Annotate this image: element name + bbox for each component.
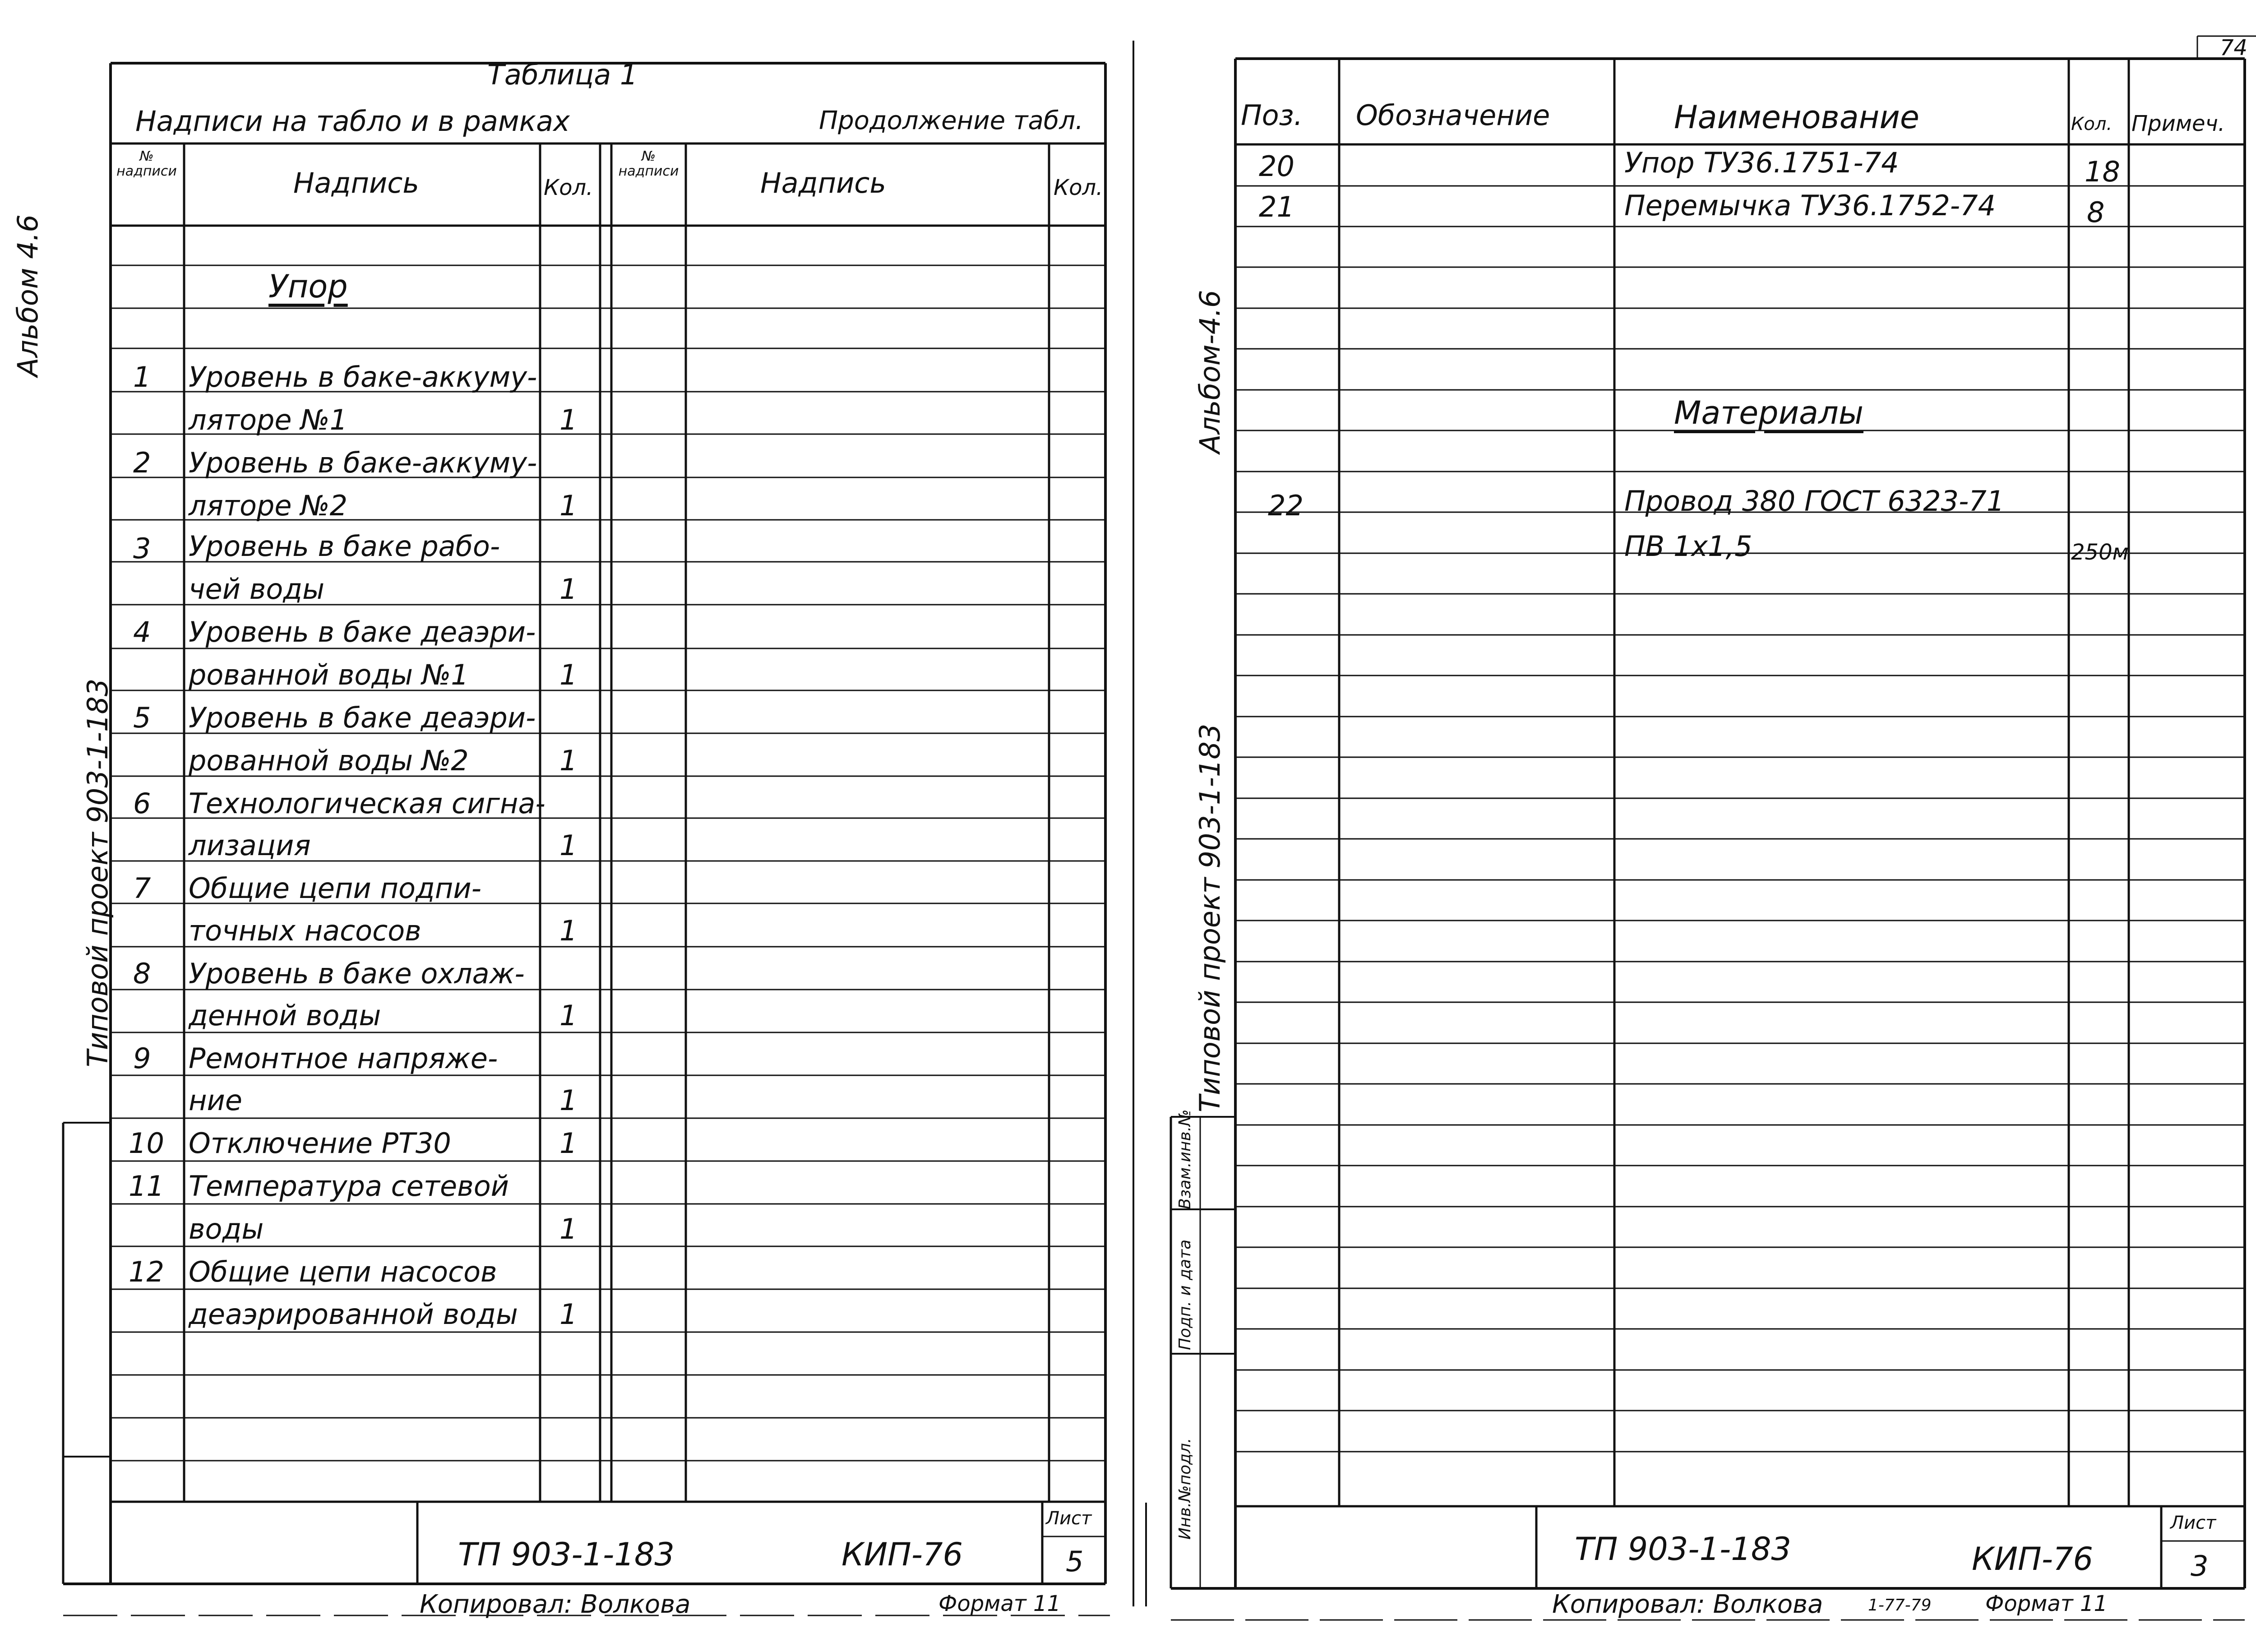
row-line1: Уровень в баке деаэри-	[189, 701, 536, 734]
row-num: 6	[133, 787, 151, 820]
material-line2: ПВ 1х1,5	[1624, 530, 1752, 563]
header-designation: Обозначение	[1356, 99, 1550, 132]
stamp-sheet-label: Лист	[1046, 1508, 1092, 1529]
row-line1: Уровень в баке-аккуму-	[189, 446, 537, 479]
header-qty-2: Кол.	[1054, 175, 1103, 200]
row-line2: деаэрированной воды	[189, 1298, 518, 1331]
corner-number: 74	[2220, 35, 2248, 60]
stamp-code: КИП-76	[1972, 1541, 2094, 1578]
row-line2: чей воды	[189, 573, 325, 606]
stamp-sheet-number: 5	[1066, 1545, 1084, 1578]
margin-sign-date: Подп. и дата	[1176, 1239, 1194, 1350]
row-line1: Отключение РТ30	[189, 1127, 451, 1160]
row-qty: 1	[559, 1084, 578, 1117]
stamp-project: ТП 903-1-183	[458, 1536, 675, 1573]
row-num: 4	[133, 615, 151, 648]
table-title: Таблица 1	[487, 58, 638, 91]
row-line1: Уровень в баке охлаж-	[189, 957, 525, 990]
header-pos: Поз.	[1241, 99, 1303, 132]
album-label: Альбом-4.6	[1193, 290, 1226, 453]
row-line2: ние	[189, 1084, 242, 1117]
row-qty: 8	[2087, 196, 2105, 229]
side-project-label: Типовой проект 903-1-183	[1193, 723, 1226, 1112]
section-title: Материалы	[1674, 394, 1863, 431]
row-line1: Общие цепи подпи-	[189, 872, 482, 905]
row-num: 8	[133, 957, 151, 990]
header-name: Наименование	[1674, 99, 1919, 136]
row-qty: 1	[559, 1212, 578, 1245]
row-num: 2	[133, 446, 151, 479]
row-line2: точных насосов	[189, 914, 421, 947]
row-line2: денной воды	[189, 999, 381, 1032]
row-num: 3	[133, 532, 151, 565]
header-note: Примеч.	[2131, 111, 2225, 136]
row-num: 9	[133, 1042, 151, 1075]
row-qty: 1	[559, 829, 578, 862]
row-pos: 20	[1259, 150, 1294, 183]
table-subtitle: Надписи на табло и в рамках	[135, 105, 570, 138]
row-line2: ляторе №2	[189, 489, 348, 522]
row-qty: 18	[2085, 155, 2120, 188]
row-line2: лизация	[189, 829, 311, 862]
row-line1: Температура сетевой	[189, 1170, 509, 1203]
group-title: Упор	[268, 268, 348, 305]
footer-copied: Копировал: Волкова	[420, 1590, 691, 1619]
stamp-sheet-number: 3	[2191, 1550, 2209, 1583]
row-num: 5	[133, 701, 151, 734]
row-num: 12	[129, 1255, 164, 1288]
header-qty: Кол.	[544, 175, 593, 200]
row-qty: 1	[559, 1298, 578, 1331]
row-num: 1	[133, 361, 151, 393]
row-qty: 1	[559, 658, 578, 691]
stamp-code: КИП-76	[841, 1536, 963, 1573]
row-qty: 1	[559, 489, 578, 522]
material-pos: 22	[1268, 489, 1304, 522]
row-line1: Уровень в баке рабо-	[189, 530, 500, 563]
footer-format: Формат 11	[938, 1591, 1061, 1616]
row-qty: 1	[559, 999, 578, 1032]
footer-format: Формат 11	[1985, 1591, 2108, 1616]
row-pos: 21	[1259, 190, 1294, 223]
row-line2: рованной воды №1	[189, 658, 469, 691]
row-qty: 1	[559, 573, 578, 606]
row-qty: 1	[559, 744, 578, 777]
row-num: 7	[133, 872, 151, 905]
row-qty: 1	[559, 403, 578, 436]
margin-inv-duplicate: Взам.инв.№	[1176, 1109, 1194, 1209]
material-qty: 250м	[2071, 540, 2129, 565]
row-line2: рованной воды №2	[189, 744, 469, 777]
row-qty: 1	[559, 1127, 578, 1160]
row-line1: Уровень в баке деаэри-	[189, 615, 536, 648]
stamp-sheet-label: Лист	[2170, 1513, 2216, 1533]
row-line1: Общие цепи насосов	[189, 1255, 497, 1288]
footer-date: 1-77-79	[1868, 1596, 1932, 1615]
row-num: 10	[129, 1127, 164, 1160]
row-line2: воды	[189, 1212, 264, 1245]
stamp-project: ТП 903-1-183	[1575, 1531, 1791, 1568]
row-line1: Уровень в баке-аккуму-	[189, 361, 537, 393]
row-line1: Технологическая сигна-	[189, 787, 546, 820]
footer-copied: Копировал: Волкова	[1552, 1590, 1823, 1619]
material-line1: Провод 380 ГОСТ 6323-71	[1624, 485, 2005, 518]
row-name: Перемычка ТУ36.1752-74	[1624, 189, 1996, 222]
header-qty: Кол.	[2071, 114, 2113, 134]
row-name: Упор ТУ36.1751-74	[1624, 146, 1899, 179]
album-label: Альбом 4.6	[11, 214, 44, 377]
row-qty: 1	[559, 914, 578, 947]
margin-inv-original: Инв.№подл.	[1176, 1438, 1194, 1540]
continuation-label: Продолжение табл.	[819, 106, 1083, 135]
header-text: Надпись	[293, 167, 419, 199]
header-text-2: Надпись	[760, 167, 886, 199]
header-num-2: № надписи	[618, 148, 679, 179]
row-line1: Ремонтное напряже-	[189, 1042, 498, 1075]
row-line2: ляторе №1	[189, 403, 348, 436]
row-num: 11	[129, 1170, 164, 1203]
side-project-label: Типовой проект 903-1-183	[81, 678, 114, 1067]
header-num: № надписи	[116, 148, 177, 179]
